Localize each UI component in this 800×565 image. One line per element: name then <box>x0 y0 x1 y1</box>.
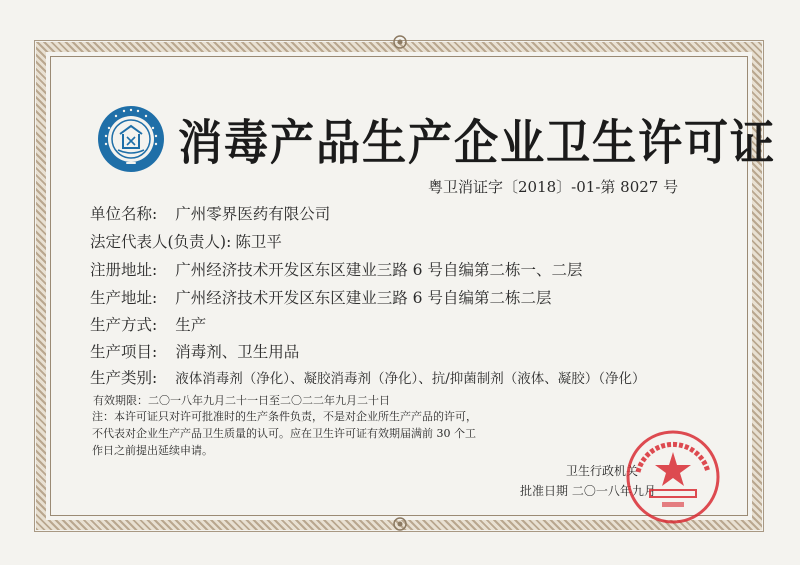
field-production-items <box>90 340 299 362</box>
field-value: 消毒剂、卫生用品 <box>175 343 300 361</box>
issuing-authority: 卫生行政机关 <box>566 464 639 478</box>
field-label: 生产地址: <box>90 289 158 307</box>
national-health-emblem-icon <box>96 104 166 174</box>
field-value: 广州经济技术开发区东区建业三路 6 号自编第二栋二层 <box>175 289 552 307</box>
field-label: 单位名称: <box>90 205 158 223</box>
note-line: 不代表对企业生产产品卫生质量的认可。应在卫生许可证有效期届满前 30 个工 <box>92 427 476 440</box>
field-label: 生产类别: <box>90 369 158 387</box>
bottom-ornament-icon <box>392 516 408 532</box>
certificate-title: 消毒产品生产企业卫生许可证 <box>178 115 777 171</box>
note-block <box>92 408 522 459</box>
field-label: 法定代表人(负责人): <box>90 233 232 251</box>
field-label: 注册地址: <box>90 261 158 279</box>
approval-date: 批准日期 二〇一八年九月 <box>520 484 656 498</box>
field-production-address <box>90 286 551 308</box>
field-value: 广州零界医药有限公司 <box>175 205 331 223</box>
field-legal-representative <box>90 230 282 252</box>
field-label: 生产方式: <box>90 316 158 334</box>
certificate-number: 粤卫消证字〔2018〕-01-第 8027 号 <box>428 178 679 196</box>
validity-period: 有效期限：二〇一八年九月二十一日至二〇二二年九月二十日 <box>93 394 390 407</box>
field-value: 陈卫平 <box>235 233 282 251</box>
top-ornament-icon <box>392 34 408 50</box>
field-value: 生产 <box>175 316 207 334</box>
field-company-name <box>90 202 330 224</box>
field-value: 广州经济技术开发区东区建业三路 6 号自编第二栋一、二层 <box>175 261 583 279</box>
field-registered-address <box>90 258 582 280</box>
note-line: 注：本许可证只对许可批准时的生产条件负责，不是对企业所生产产品的许可， <box>92 410 477 423</box>
field-production-mode <box>90 313 206 335</box>
field-label: 生产项目: <box>90 343 158 361</box>
note-line: 作日之前提出延续申请。 <box>92 444 213 457</box>
official-red-seal-icon <box>624 428 722 526</box>
field-production-category <box>90 366 646 388</box>
field-value: 液体消毒剂（净化）、凝胶消毒剂（净化）、抗/抑菌制剂（液体、凝胶）（净化） <box>175 371 646 387</box>
